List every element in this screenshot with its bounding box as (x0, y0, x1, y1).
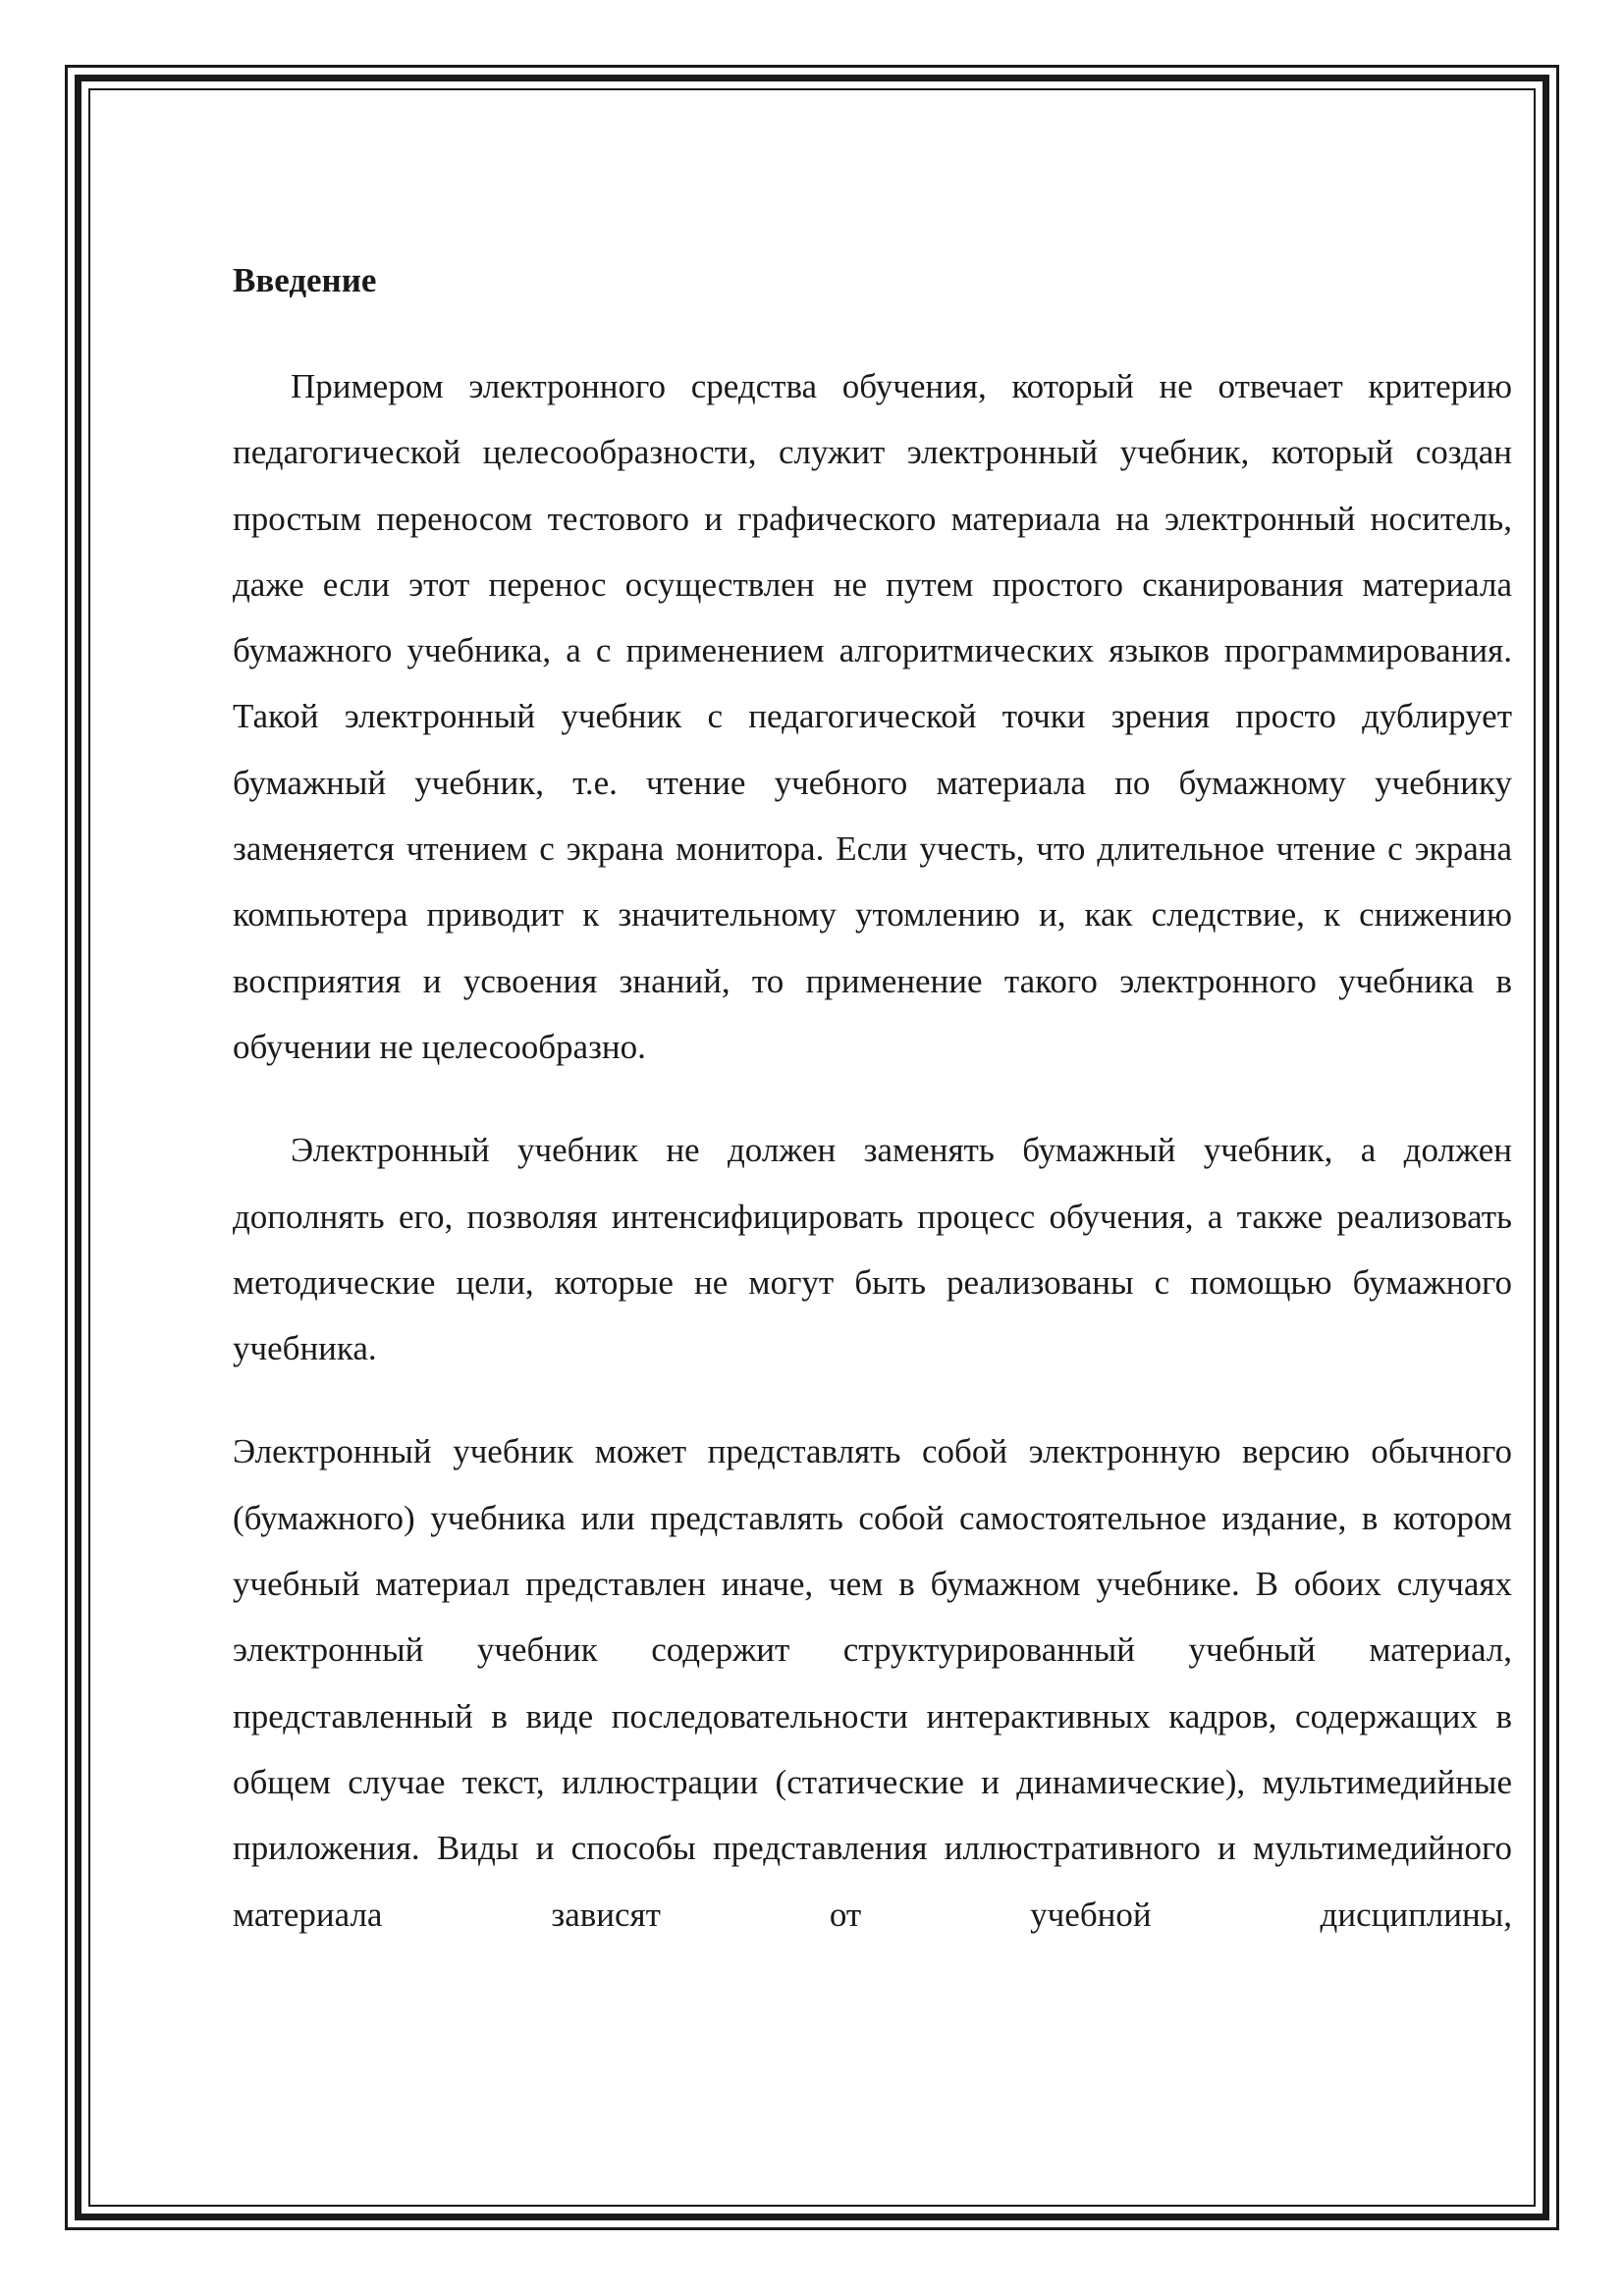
section-heading: Введение (233, 261, 377, 299)
paragraph-3: Электронный учебник может представлять собой электронную версию обычного (бумажного) учебника или представлять собой самостоятельное издание, в котором учебный материал представлен иначе, чем в бумажном учебнике. В обоих случаях электронный учебник содержит структурированный учебный материал, представленный в виде последовательности интерактивных кадров, содержащих в общем случае текст, иллюстрации (статические и динамические), мультимедийные приложения. Виды и способы представления иллюстративного и мультимедийного материала зависят от учебной дисциплины, (233, 1432, 1512, 1934)
paragraph-2: Электронный учебник не должен заменять бумажный учебник, а должен дополнять его, позволяя интенсифицировать процесс обучения, а также реализовать методические цели, которые не могут быть реализованы с помощью бумажного учебника. (233, 1131, 1512, 1368)
paragraph-1: Примером электронного средства обучения, который не отвечает критерию педагогической целесообразности, служит электронный учебник, который создан простым переносом тестового и графического материала на электронный носитель, даже если этот перенос осуществлен не путем простого сканирования материала бумажного учебника, а с применением алгоритмических языков программирования. Такой электронный учебник с педагогической точки зрения просто дублирует бумажный учебник, т.е. чтение учебного материала по бумажному учебнику заменяется чтением с экрана монитора. Если учесть, что длительное чтение с экрана компьютера приводит к значительному утомлению и, как следствие, к снижению восприятия и усвоения знаний, то применение такого электронного учебника в обучении не целесообразно. (233, 367, 1512, 1066)
document-body (233, 257, 1512, 1948)
